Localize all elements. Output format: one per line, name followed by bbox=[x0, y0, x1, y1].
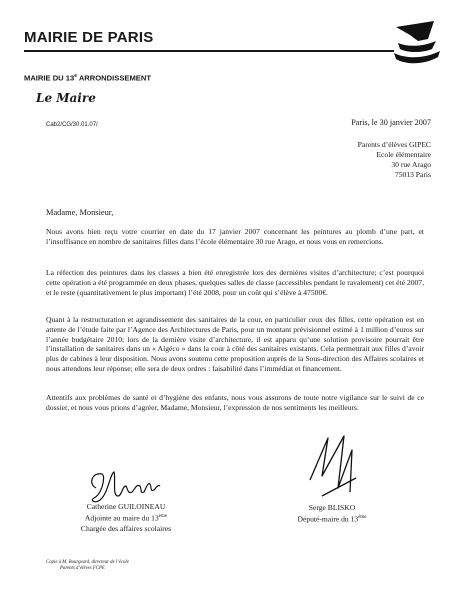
paragraph: La réfection des peintures dans les classes a bien été enregistrée lors des dernières visites d’architecture; c’est pourquoi cette opération a été programmée en deux phases, quelques salles de classe (accessibles pendant le ravalement) cet été 2007, et le reste (quantitativement le plus important) l’été 2008, pour un coût qui s’élève à 47500€. bbox=[46, 268, 424, 297]
arrondissement-label: MAIRIE DU 13e ARRONDISSEMENT bbox=[24, 73, 151, 83]
paragraph: Quant à la restructuration et agrandissement des sanitaires de la cour, en particulier ceux des filles, cette opération est en attente de l’étude faite par l’Agence des Architectures de Paris, pour un montant prévisionnel estimé à 1 million d’euros sur l’année budgétaire 2010; lors de la dernière visite d’architecture, il est apparu qu’une solution provisoire pourrait être l’installation de sanitaires dans un « Algéco » dans la cour à côté des sanitaires existants. Cela permettrait aux filles d’avoir plus de cabines à leur disposition. Nous avons soutenu cette proposition auprès de la Sous-direction des Affaires scolaires et nous attendons leur réponse; elle sera de deux ordres : faisabilité dans l’immédiat et financement. bbox=[46, 315, 424, 373]
signatory-right bbox=[262, 503, 402, 525]
signatory-name: Catherine GUILOINEAU bbox=[86, 502, 166, 511]
letter-date: Paris, le 30 janvier 2007 bbox=[351, 118, 431, 127]
handwritten-signature-right bbox=[300, 430, 370, 510]
copy-line: Copie à M. Bourgeard, directeur de l’école bbox=[46, 560, 129, 565]
signatory-role-secondary: Chargée des affaires scolaires bbox=[80, 523, 172, 533]
recipient-address bbox=[358, 140, 431, 180]
signatory-role: Adjointe au maire du 13ème bbox=[84, 513, 168, 523]
paris-ship-logo-icon bbox=[388, 17, 444, 69]
salutation: Madame, Monsieur, bbox=[46, 208, 114, 217]
paragraph: Nous avons bien reçu votre courrier en date du 17 janvier 2007 concernant les peintures au plomb d’une part, et l’insuffisance en nombre de sanitaires filles dans l’école élémentaire 30 rue Arago, et nous vous en remercions. bbox=[46, 227, 424, 246]
signatory-name: Serge BLISKO bbox=[308, 503, 356, 512]
reference-code: Cab2/CG/30.01.07/ bbox=[46, 122, 98, 128]
recipient-line: 30 rue Arago bbox=[391, 160, 431, 169]
signatory-role: Député-maire du 13ème bbox=[297, 514, 367, 524]
signatory-left bbox=[56, 502, 196, 534]
recipient-line: Parents d’élèves GIPEC bbox=[357, 140, 431, 149]
recipient-line: Ecole élémentaire bbox=[376, 150, 431, 159]
recipient-line: 75013 Paris bbox=[394, 170, 431, 179]
mayor-title: Le Maire bbox=[36, 91, 96, 105]
header-rule bbox=[24, 50, 394, 52]
handwritten-signature-left bbox=[84, 466, 162, 506]
brand-title: MAIRIE DE PARIS bbox=[24, 29, 154, 46]
copy-note bbox=[46, 560, 129, 572]
paragraph: Attentifs aux problèmes de santé et d’hygiène des enfants, nous vous assurons de toute notre vigilance sur le suivi de ce dossier, et nous vous prions d’agréer, Madame, Monsieur, l’expression de nos sentiments les meilleurs. bbox=[46, 393, 424, 412]
copy-line: Parents d’élèves FCPE bbox=[60, 566, 105, 571]
